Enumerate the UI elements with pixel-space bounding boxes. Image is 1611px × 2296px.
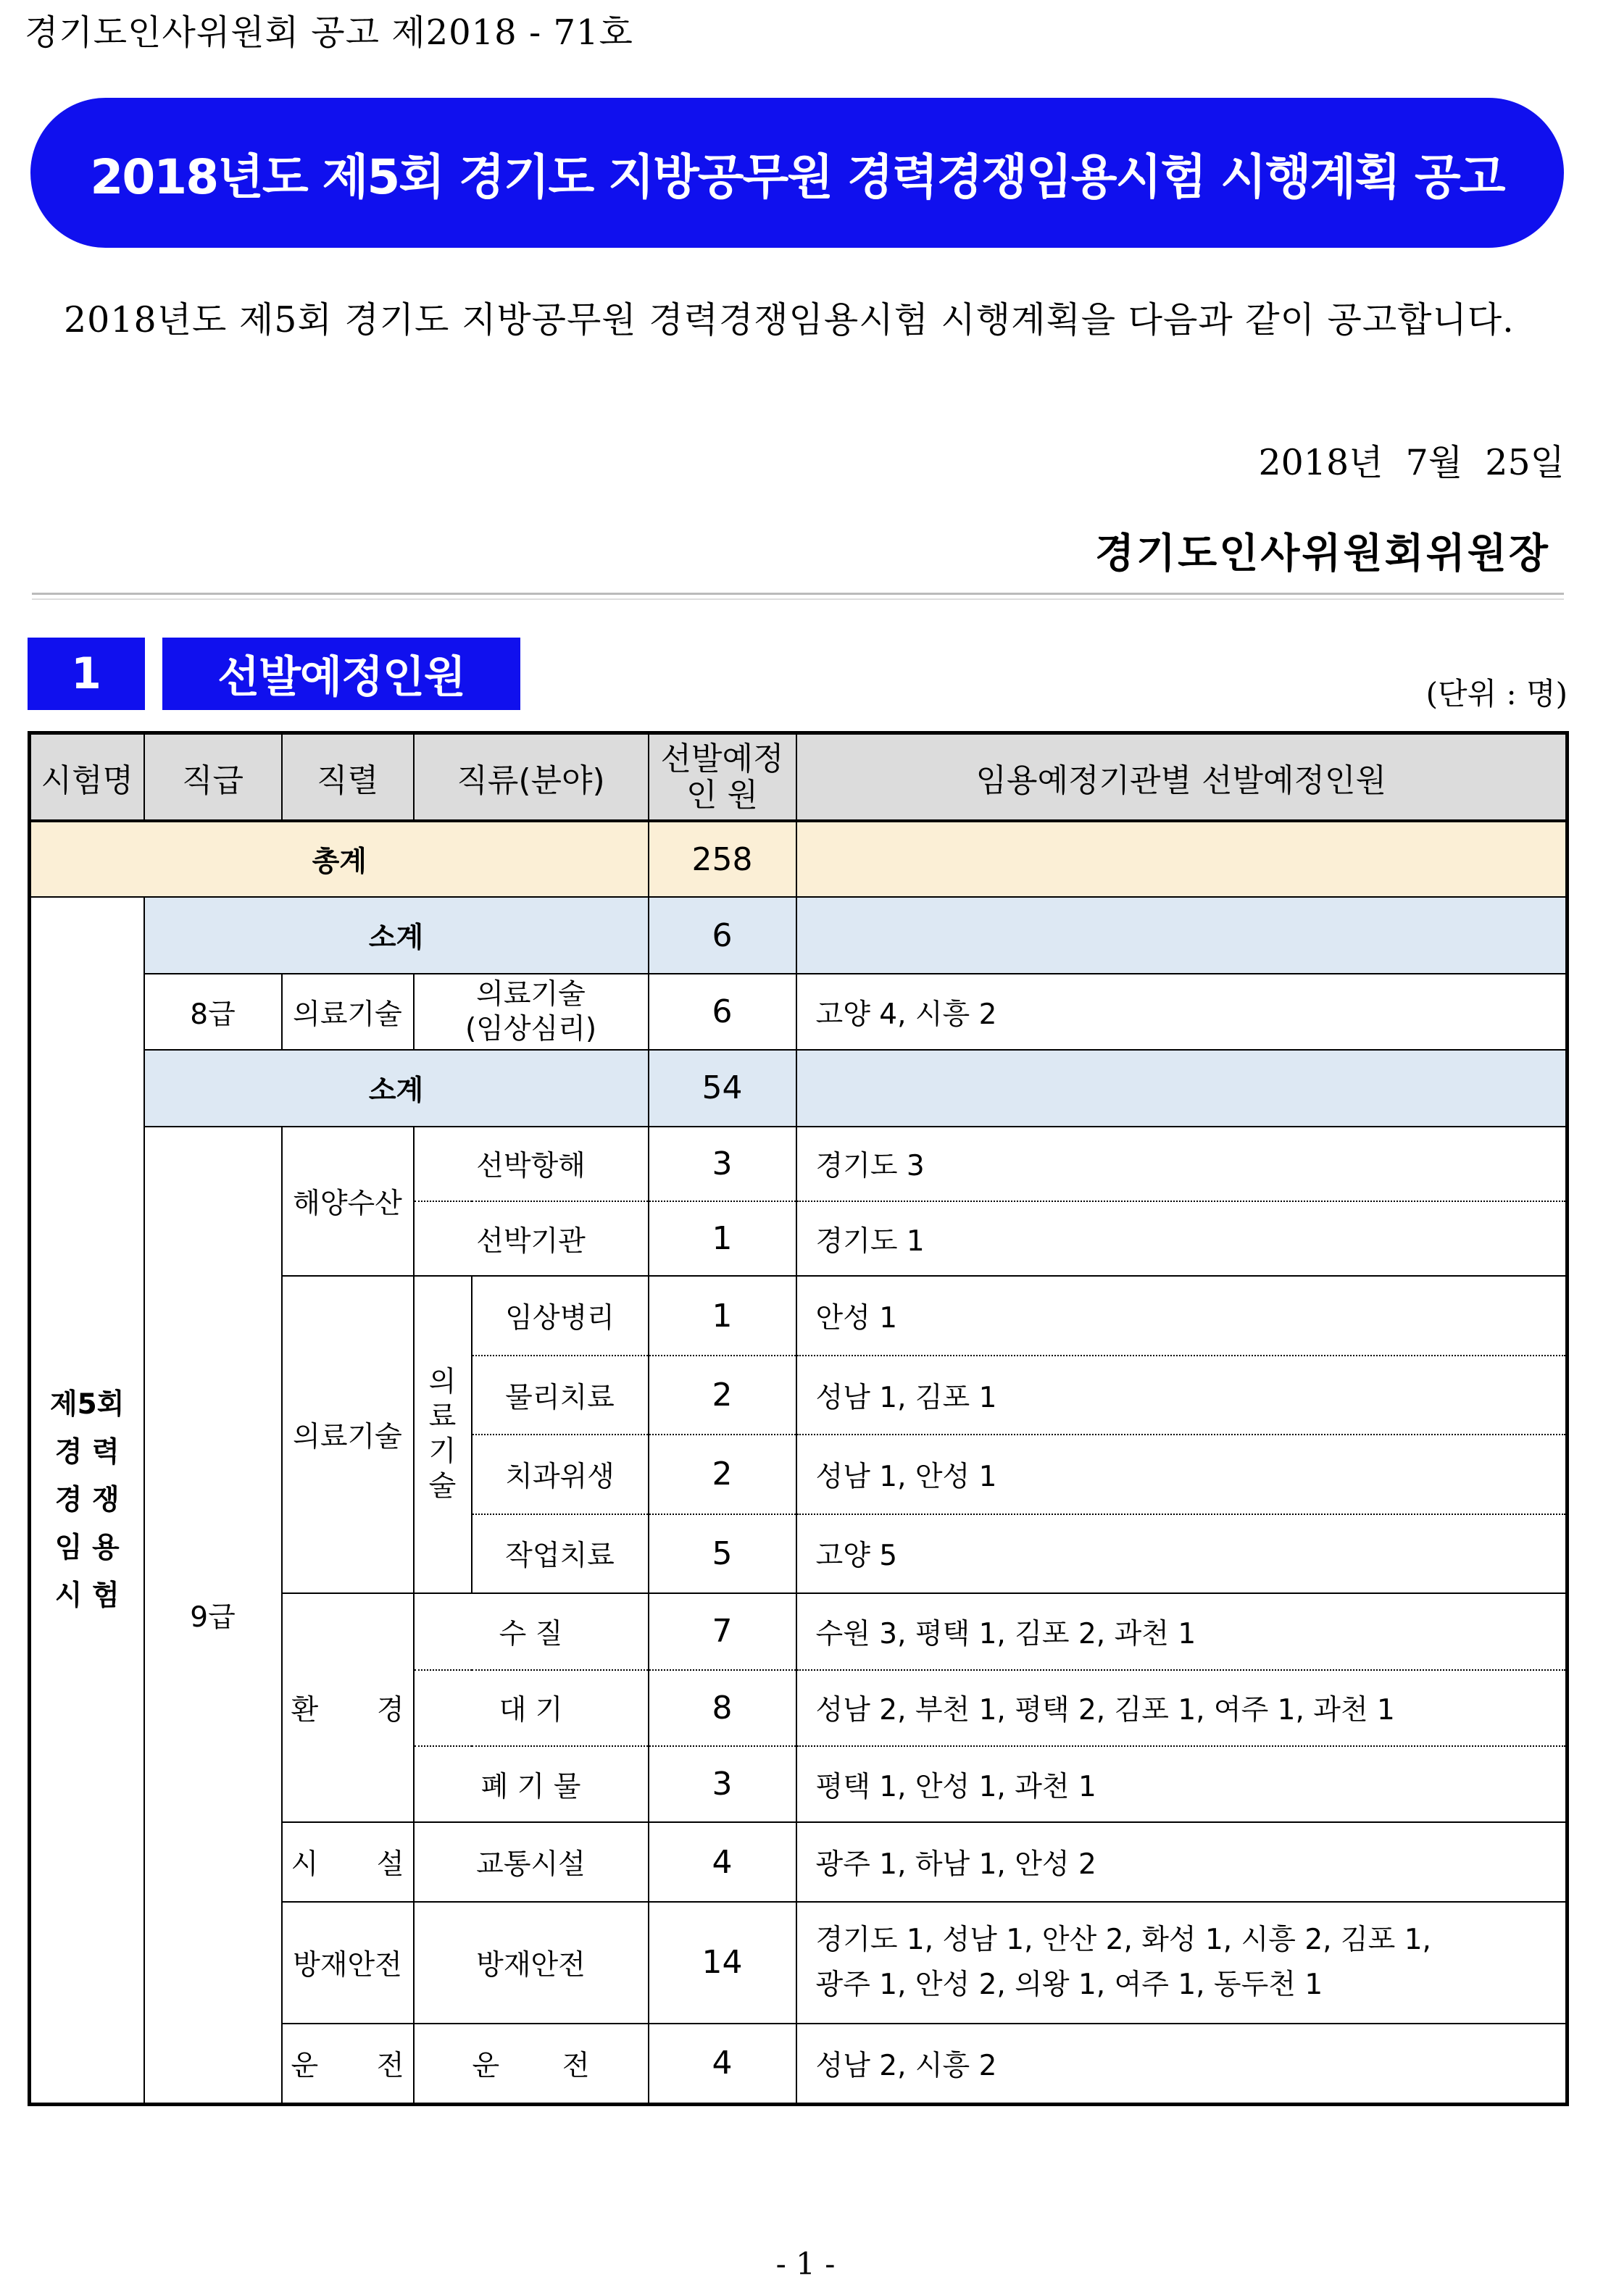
exam-name-line: 시 험 [54,1579,120,1612]
exam-name-line: 경 력 [54,1435,120,1469]
agencies-cell: 경기도 3 [796,1127,1568,1201]
spread-char: 환 [291,1694,319,1727]
series-cell [282,1593,414,1822]
total-value: 258 [649,821,796,897]
sub-series-char: 술 [428,1470,457,1503]
agencies-cell: 성남 1, 김포 1 [796,1356,1568,1435]
sub-series-cell [414,1276,472,1593]
subtotal-value: 54 [649,1050,796,1126]
agencies-cell: 평택 1, 안성 1, 과천 1 [796,1746,1568,1822]
spread-char: 설 [376,1848,404,1882]
sub-series-char: 의 [428,1366,457,1399]
series-cell-text [283,2043,413,2084]
category-line: (임상심리) [465,1012,597,1045]
category-cell: 폐 기 물 [414,1746,649,1822]
count-cell: 3 [649,1746,796,1822]
total-row [30,821,1568,897]
category-cell: 교통시설 [414,1822,649,1901]
section-title: 선발예정인원 [162,638,520,710]
spread-char: 운 [291,2049,319,2082]
header-exam-name: 시험명 [30,733,144,822]
subtotal-agencies [796,897,1568,973]
issuer-name: 경기도인사위원회위원장 [1094,530,1550,577]
agencies-cell: 광주 1, 하남 1, 안성 2 [796,1822,1568,1901]
exam-name-cell [30,897,144,2104]
grade-cell: 9급 [144,1127,282,2105]
notice-number: 경기도인사위원회 공고 제2018 - 71호 [25,12,633,53]
category-cell: 물리치료 [472,1356,649,1435]
total-label: 총계 [30,821,649,897]
agencies-line: 경기도 1, 성남 1, 안산 2, 화성 1, 시흥 2, 김포 1, [815,1923,1431,1956]
category-cell: 대 기 [414,1670,649,1746]
exam-name-line: 경 쟁 [54,1483,120,1516]
total-agencies [796,821,1568,897]
count-cell: 1 [649,1276,796,1355]
category-cell: 임상병리 [472,1276,649,1355]
spread-char: 전 [376,2049,404,2082]
spread-char: 전 [562,2049,590,2082]
table-row [30,1127,1568,1201]
count-cell: 4 [649,1822,796,1901]
recruitment-table [28,731,1569,2106]
unit-note: (단위 : 명) [1425,676,1568,711]
agencies-cell: 고양 5 [796,1514,1568,1593]
subtotal-agencies [796,1050,1568,1126]
category-cell: 선박항해 [414,1127,649,1201]
section-number: 1 [28,638,145,710]
grade-cell: 8급 [144,974,282,1050]
header-category: 직류(분야) [414,733,649,822]
header-grade: 직급 [144,733,282,822]
count-cell: 7 [649,1593,796,1669]
header-by-agency: 임용예정기관별 선발예정인원 [796,733,1568,822]
header-planned-line2: 인 원 [686,776,759,814]
category-cell [414,2024,649,2105]
category-cell: 선박기관 [414,1201,649,1276]
count-cell: 2 [649,1435,796,1514]
agencies-line: 광주 1, 안성 2, 의왕 1, 여주 1, 동두천 1 [815,1968,1323,2001]
header-series: 직렬 [282,733,414,822]
count-cell: 5 [649,1514,796,1593]
agencies-cell: 안성 1 [796,1276,1568,1355]
spread-char: 시 [291,1848,319,1882]
count-cell: 1 [649,1201,796,1276]
subtotal-label: 소계 [144,897,649,973]
count-cell: 2 [649,1356,796,1435]
agencies-cell: 성남 1, 안성 1 [796,1435,1568,1514]
title-banner [30,98,1564,248]
table-header-row [30,733,1568,822]
agencies-cell: 경기도 1 [796,1201,1568,1276]
exam-name-line: 임 용 [54,1531,120,1564]
spread-char: 운 [472,2049,500,2082]
series-cell [282,1822,414,1901]
count-cell: 3 [649,1127,796,1201]
category-line: 의료기술 [476,977,586,1011]
table-row [30,897,1568,973]
category-cell-text [415,2043,648,2084]
intro-paragraph: 2018년도 제5회 경기도 지방공무원 경력경쟁임용시험 시행계획을 다음과 같이 공고합니다. [64,299,1515,341]
agencies-cell: 수원 3, 평택 1, 김포 2, 과천 1 [796,1593,1568,1669]
page-number: - 1 - [775,2246,836,2282]
count-cell: 8 [649,1670,796,1746]
document-title: 2018년도 제5회 경기도 지방공무원 경력경쟁임용시험 시행계획 공고 [90,149,1504,205]
subtotal-label: 소계 [144,1050,649,1126]
divider-line [32,593,1564,595]
agencies-cell: 고양 4, 시흥 2 [796,974,1568,1050]
series-cell-text [283,1842,413,1882]
announcement-date: 2018년 7월 25일 [1258,442,1565,483]
header-planned-line1: 선발예정 [660,740,784,777]
series-cell [282,2024,414,2105]
sub-series-char: 료 [428,1400,457,1434]
spread-char: 경 [376,1694,404,1727]
category-cell: 치과위생 [472,1435,649,1514]
agencies-cell: 성남 2, 부천 1, 평택 2, 김포 1, 여주 1, 과천 1 [796,1670,1568,1746]
header-planned [649,733,796,822]
category-cell: 방재안전 [414,1902,649,2024]
agencies-cell: 성남 2, 시흥 2 [796,2024,1568,2105]
count-cell: 14 [649,1902,796,2024]
category-cell [414,974,649,1050]
count-cell: 6 [649,974,796,1050]
count-cell: 4 [649,2024,796,2105]
sub-series-char: 기 [428,1435,457,1469]
exam-name-line: 제5회 [50,1387,125,1421]
category-cell: 작업치료 [472,1514,649,1593]
series-cell: 방재안전 [282,1902,414,2024]
divider-line-shadow [32,598,1564,600]
category-cell: 수 질 [414,1593,649,1669]
table-row [30,1050,1568,1126]
agencies-cell [796,1902,1568,2024]
subtotal-value: 6 [649,897,796,973]
table-row [30,974,1568,1050]
series-cell: 해양수산 [282,1127,414,1277]
series-cell: 의료기술 [282,1276,414,1593]
series-cell-text [283,1687,413,1728]
series-cell: 의료기술 [282,974,414,1050]
